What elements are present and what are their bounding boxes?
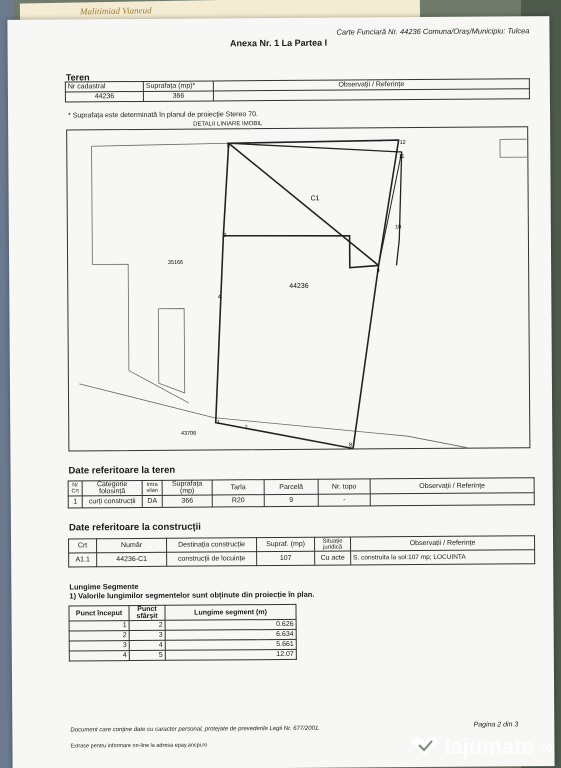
ref-teren-h6: Nr. topo	[318, 479, 370, 494]
plan-label-bottom: 43706	[181, 430, 197, 437]
teren-col-nr: Nr cadastral	[65, 81, 143, 92]
seg-r2-c2: 5.661	[165, 639, 296, 650]
plan-point-1: 1	[216, 419, 220, 426]
ref-con-h3: Supraf. (mp)	[257, 537, 315, 551]
ref-teren-h1: Categorie folosință	[82, 480, 142, 495]
ref-teren-c0: 1	[68, 496, 82, 508]
seg-r1-c0: 2	[69, 631, 129, 641]
ref-teren-h7: Observații / Referințe	[370, 478, 534, 494]
ref-con-c2: construcții de locuințe	[167, 552, 257, 567]
ref-teren-table	[68, 477, 535, 508]
segmente-subtitle: 1) Valorile lungimilor segmentelor sunt obținute din proiecție în plan.	[69, 589, 315, 601]
ref-teren-h5: Parcelă	[264, 479, 318, 494]
ref-con-table	[68, 535, 535, 567]
ref-con-h5: Observații / Referințe	[351, 536, 535, 551]
anexa-title: Anexa Nr. 1 La Partea I	[229, 37, 328, 49]
heart-icon	[410, 736, 440, 758]
seg-r2-c1: 4	[129, 640, 165, 650]
ref-teren-c7	[370, 493, 534, 506]
plan-title: DETALII LINIARE IMOBIL	[193, 121, 263, 128]
seg-r0-c2: 0.626	[165, 619, 296, 630]
ref-teren-title: Date referitoare la teren	[68, 464, 176, 477]
seg-h1: Punct sfârșit	[129, 605, 165, 620]
ref-con-h1: Număr	[97, 538, 167, 552]
teren-col-sup: Suprafața (mp)*	[143, 81, 213, 91]
seg-r0-c0: 1	[69, 621, 129, 631]
plan-point-3: 3	[223, 232, 227, 239]
teren-table	[65, 78, 530, 102]
seg-h2: Lungime segment (m)	[165, 604, 296, 620]
carte-funciara-header: Carte Funciară Nr. 44236 Comuna/Oraș/Municipiu: Tulcea	[336, 26, 530, 37]
ref-teren-c2: DA	[142, 495, 162, 507]
page-number: Pagina 2 din 3	[473, 721, 519, 729]
plan-point-9: 9	[376, 268, 380, 275]
ref-teren-h2: Intra vilan	[142, 480, 162, 495]
plan-point-7: 7	[244, 425, 248, 432]
ref-con-c3: 107	[257, 551, 315, 565]
seg-r0-c1: 2	[129, 620, 165, 630]
plan-point-12: 12	[399, 140, 406, 147]
teren-obs	[213, 89, 529, 101]
ref-con-h4: Situație juridică	[315, 537, 351, 551]
watermark-tld: .ro	[537, 740, 553, 754]
background-note: Malitimiad Vianeud	[79, 5, 152, 17]
ref-con-c0: A1.1	[69, 553, 97, 567]
seg-r3-c0: 4	[69, 651, 129, 661]
teren-sup: 366	[143, 91, 213, 101]
ref-con-h0: Crt	[69, 539, 97, 553]
seg-r3-c2: 12.07	[165, 649, 296, 660]
plan-point-5: 5	[226, 143, 230, 150]
seg-h0: Punct început	[69, 606, 129, 621]
ref-con-c5: S. construita la sol:107 mp; LOCUINTA	[351, 550, 535, 565]
plan-label-left: 35166	[167, 259, 184, 266]
document-sheet	[7, 16, 554, 768]
seg-r2-c0: 3	[69, 641, 129, 651]
seg-r3-c1: 5	[129, 650, 165, 660]
table-row	[69, 649, 296, 661]
ref-con-c4: Cu acte	[315, 551, 351, 565]
watermark-logo	[410, 734, 553, 760]
ref-con-h2: Destinația construcție	[167, 538, 257, 553]
ref-teren-h4: Tarla	[212, 480, 264, 495]
seg-r1-c1: 3	[129, 630, 165, 640]
segmente-title: Lungime Segmente	[69, 581, 139, 592]
watermark-brand: lajumate	[444, 734, 534, 759]
ref-con-title: Date referitoare la construcții	[68, 521, 201, 534]
plan-point-8: 8	[349, 442, 353, 449]
ref-teren-c3: 366	[162, 495, 212, 507]
plan-point-4: 4	[217, 294, 221, 301]
plan-point-11: 11	[398, 153, 405, 160]
ref-con-c1: 44236-C1	[97, 552, 167, 566]
ref-teren-c4: R20	[212, 495, 264, 507]
footer-note: Document care conține date cu caracter personal, protejate de prevederile Legii Nr. 677/2001.	[70, 725, 320, 734]
plan-point-10: 10	[395, 224, 402, 231]
seg-r1-c2: 6.634	[165, 629, 296, 640]
ref-teren-h3: Suprafața (mp)	[162, 480, 212, 495]
teren-nr: 44236	[65, 91, 143, 102]
ref-teren-h0: Nr Crt	[68, 481, 82, 496]
footer-info: Extrase pentru informare on-line la adresa epay.ancpi.ro	[70, 742, 208, 750]
cadastral-plan	[66, 126, 530, 451]
plan-label-c1: C1	[310, 195, 320, 203]
plan-label-main: 44236	[289, 282, 309, 290]
ref-teren-c6: -	[318, 494, 370, 506]
teren-title: Teren	[65, 72, 90, 83]
ref-teren-c5: 9	[264, 494, 318, 506]
segmente-table	[68, 604, 296, 662]
teren-col-obs: Observații / Referințe	[213, 79, 529, 91]
ref-teren-c1: curți construcții	[82, 495, 142, 507]
teren-note: * Suprafața este determinată în planul de proiecție Stereo 70.	[68, 111, 258, 120]
